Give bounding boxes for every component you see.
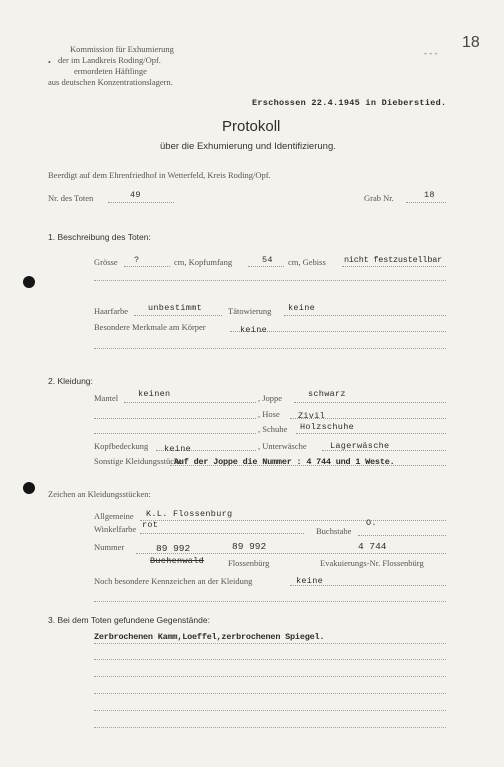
dead-no-label: Nr. des Toten bbox=[48, 193, 94, 203]
section-1-line-1 bbox=[94, 280, 446, 281]
allgemeine-label: Allgemeine bbox=[94, 511, 134, 521]
header-org-line-4: aus deutschen Konzentrationslagern. bbox=[48, 77, 173, 87]
buchstabe-line bbox=[358, 535, 446, 536]
gebiss-value: nicht festzustellbar bbox=[344, 255, 443, 265]
allgemeine-value: K.L. Flossenburg bbox=[146, 509, 233, 519]
dead-no-value: 49 bbox=[130, 190, 141, 200]
section-3-line-2 bbox=[94, 659, 446, 660]
col-evakuierung: Evakuierungs-Nr. Flossenbürg bbox=[320, 558, 424, 568]
schuhe-label: , Schuhe bbox=[258, 424, 288, 434]
zeichen-heading: Zeichen an Kleidungsstücken: bbox=[48, 489, 151, 499]
hose-label: , Hose bbox=[258, 409, 280, 419]
date-line: Erschossen 22.4.1945 in Dieberstied. bbox=[252, 98, 447, 108]
section-3-line-5 bbox=[94, 710, 446, 711]
section-1-heading: 1. Beschreibung des Toten: bbox=[48, 232, 151, 242]
punch-hole-top bbox=[23, 276, 35, 288]
nummer-1: 89 992 bbox=[156, 543, 191, 554]
winkelfarbe-label: Winkelfarbe bbox=[94, 524, 137, 534]
joppe-label: , Joppe bbox=[258, 393, 283, 403]
page-number: 18 bbox=[462, 34, 480, 51]
zeichen-line bbox=[94, 601, 446, 602]
nummer-line bbox=[136, 553, 446, 554]
cm-gebiss-label: cm, Gebiss bbox=[288, 257, 326, 267]
schuhe-line bbox=[296, 433, 446, 434]
sonstige-label: Sonstige Kleidungsstücke bbox=[94, 456, 183, 466]
punch-hole-bottom bbox=[23, 482, 35, 494]
kopfbedeckung-label: Kopfbedeckung bbox=[94, 441, 149, 451]
corner-mark: - - - bbox=[424, 48, 438, 58]
mantel-label: Mantel bbox=[94, 393, 119, 403]
section-3-line-6 bbox=[94, 727, 446, 728]
kopfbedeckung-value: keine bbox=[164, 444, 192, 454]
page-subtitle: über die Exhumierung und Identifizierung. bbox=[160, 141, 336, 152]
nummer-2: 89 992 bbox=[232, 541, 267, 552]
schuhe-left-line bbox=[94, 433, 256, 434]
haarfarbe-label: Haarfarbe bbox=[94, 306, 128, 316]
noch-value: keine bbox=[296, 576, 324, 586]
grave-no-line bbox=[406, 202, 446, 203]
burial-place: Beerdigt auf dem Ehrenfriedhof in Wetterfeld, Kreis Roding/Opf. bbox=[48, 170, 271, 180]
joppe-value: schwarz bbox=[308, 389, 346, 399]
header-org-line-2: der im Landkreis Roding/Opf. bbox=[58, 55, 161, 65]
winkelfarbe-value: rot bbox=[142, 520, 159, 530]
section-3-line-4 bbox=[94, 693, 446, 694]
section-1-line-2 bbox=[94, 348, 446, 349]
buchstabe-value: O. bbox=[366, 518, 377, 528]
col-flossenbuerg: Flossenbürg bbox=[228, 558, 270, 568]
haarfarbe-value: unbestimmt bbox=[148, 303, 203, 313]
sonstige-value: Auf der Joppe die Nummer : 4 744 und 1 Weste. bbox=[174, 457, 395, 467]
kopf-value: 54 bbox=[262, 255, 273, 265]
dead-no-line bbox=[108, 202, 174, 203]
winkelfarbe-line bbox=[140, 533, 304, 534]
joppe-line bbox=[294, 402, 446, 403]
header-org-line-3: ermordeten Häftlinge bbox=[74, 66, 147, 76]
haarfarbe-line bbox=[134, 315, 222, 316]
nummer-label: Nummer bbox=[94, 542, 125, 552]
kopf-line bbox=[248, 266, 284, 267]
section-2-heading: 2. Kleidung: bbox=[48, 376, 93, 386]
mantel-value: keinen bbox=[138, 389, 171, 399]
grave-no-label: Grab Nr. bbox=[364, 193, 394, 203]
groesse-line bbox=[124, 266, 170, 267]
nummer-3: 4 744 bbox=[358, 541, 387, 552]
mantel-line bbox=[124, 402, 256, 403]
page-title: Protokoll bbox=[222, 118, 281, 135]
groesse-value: ? bbox=[134, 255, 140, 265]
col-buchenwald: Buchenwald bbox=[150, 556, 205, 566]
section-3-heading: 3. Bei dem Toten gefundene Gegenstände: bbox=[48, 615, 210, 625]
hose-value: Zivil bbox=[298, 411, 326, 421]
groesse-label: Grösse bbox=[94, 257, 118, 267]
unterwaesche-value: Lagerwäsche bbox=[330, 441, 390, 451]
cm-kopfumfang-label: cm, Kopfumfang bbox=[174, 257, 233, 267]
section-3-items: Zerbrochenen Kamm,Loeffel,zerbrochenen Spiegel. bbox=[94, 632, 325, 642]
gebiss-line bbox=[342, 266, 446, 267]
noch-label: Noch besondere Kennzeichen an der Kleidung bbox=[94, 576, 253, 586]
buchstabe-label: Buchstabe bbox=[316, 526, 352, 536]
unterwaesche-label: , Unterwäsche bbox=[258, 441, 307, 451]
tatto-value: keine bbox=[288, 303, 316, 313]
allgemeine-line bbox=[140, 520, 446, 521]
hose-left-line bbox=[94, 418, 256, 419]
tatto-line bbox=[284, 315, 446, 316]
merkmale-value: keine bbox=[240, 325, 268, 335]
section-3-line-1 bbox=[94, 643, 446, 644]
header-bullet: • bbox=[48, 58, 51, 67]
section-3-line-3 bbox=[94, 676, 446, 677]
grave-no-value: 18 bbox=[424, 190, 435, 200]
tatto-label: Tätowierung bbox=[228, 306, 272, 316]
schuhe-value: Holzschuhe bbox=[300, 422, 355, 432]
merkmale-label: Besondere Merkmale am Körper bbox=[94, 322, 206, 332]
header-org-line-1: Kommission für Exhumierung bbox=[70, 44, 174, 54]
